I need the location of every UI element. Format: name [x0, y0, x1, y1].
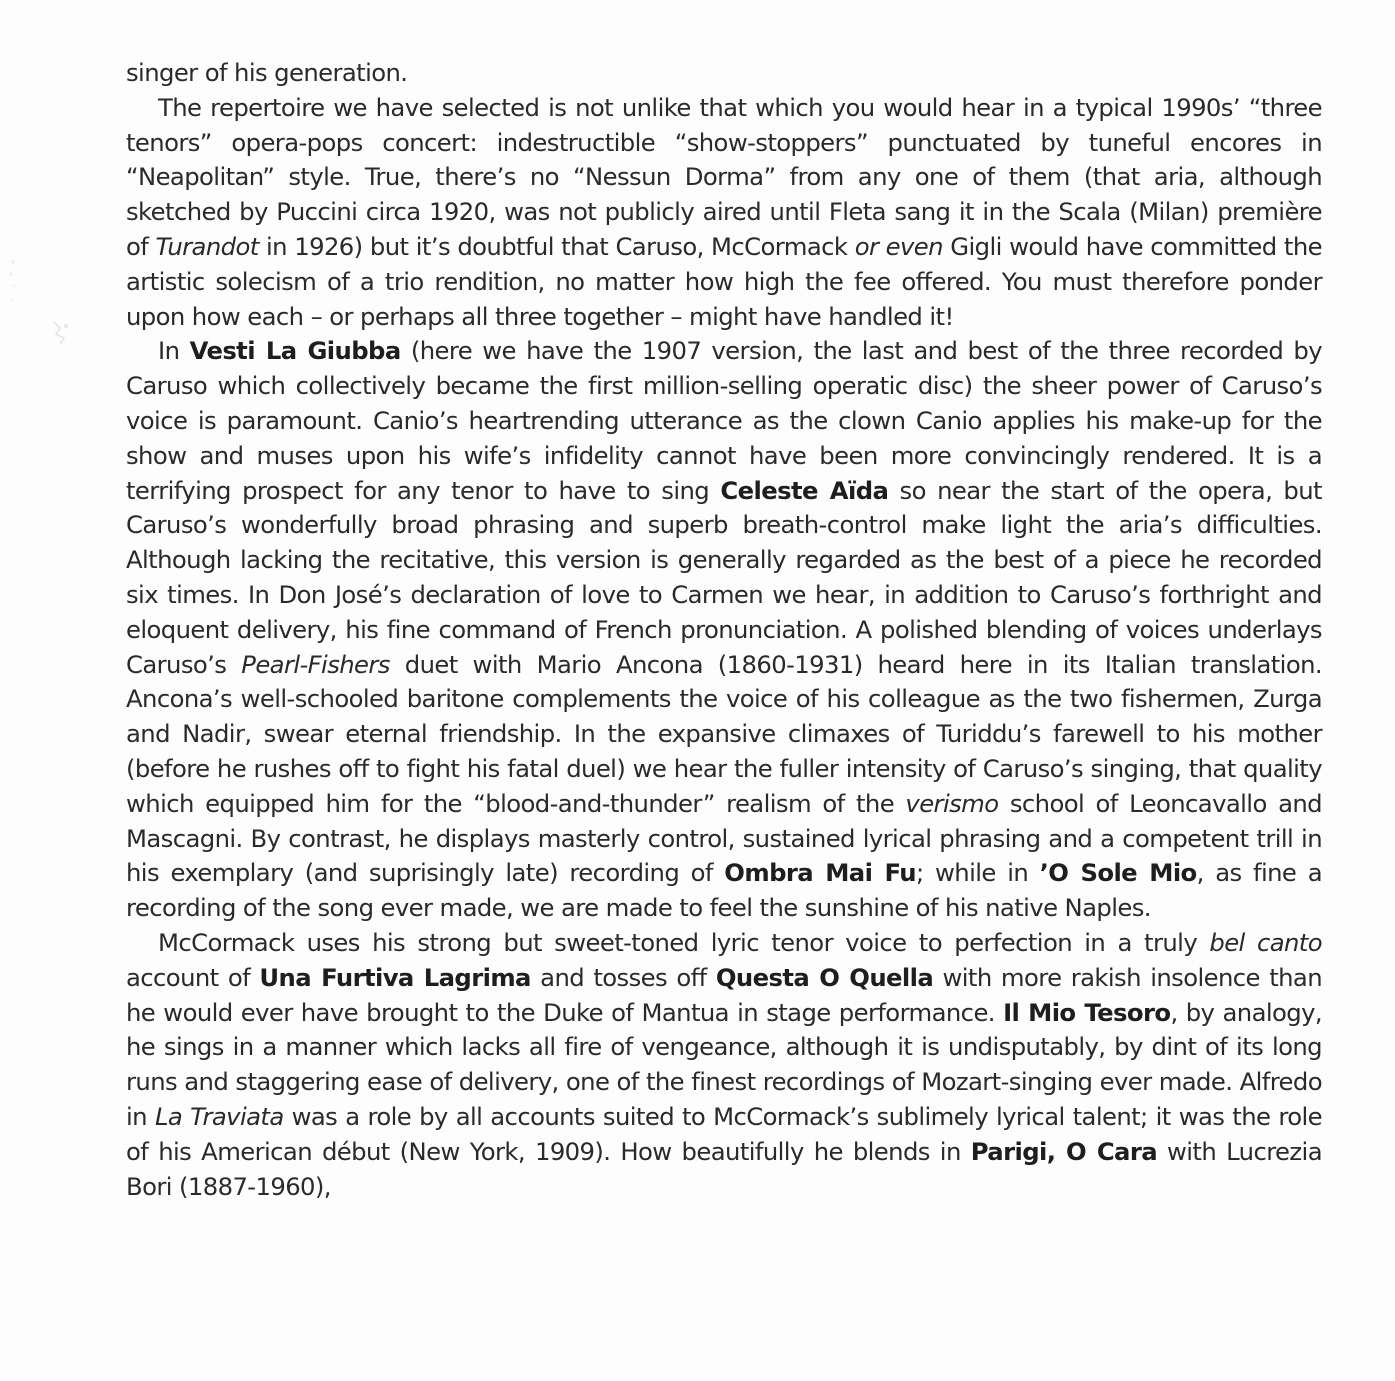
italic-opera-title: La Traviata — [154, 1101, 284, 1131]
scan-smudge-mark — [6, 256, 20, 312]
paragraph-continuation — [126, 56, 1322, 91]
bold-aria-title: Parigi, O Cara — [970, 1136, 1158, 1166]
bold-aria-title: Ombra Mai Fu — [724, 858, 916, 888]
text-run: In — [158, 336, 190, 366]
scan-dust-mark — [50, 318, 72, 346]
text-run: school of Leoncavallo and Mascagni. By contrast, he displays masterly control, sustained lyrical phrasing and a competent trill in his exemplary (and suprisingly late) recording of — [126, 788, 1322, 888]
paragraph-mccormack — [126, 926, 1322, 1204]
text-run: , by analogy, he sings in a manner which lacks all fire of vengeance, although it is undisputably, by dint of its long runs and staggering ease of delivery, one of the finest recordings of Mozart-singing ever made. Alfredo in — [126, 997, 1323, 1131]
liner-notes-text — [126, 56, 1322, 1204]
text-run: Gigli would have committed the artistic solecism of a trio rendition, no matter how high the fee offered. You must therefore ponder upon how each – or perhaps all three together – might have handled it! — [126, 231, 1322, 331]
text-run: with more rakish insolence than he would ever have brought to the Duke of Mantua in stage performance. — [126, 962, 1323, 1027]
bold-aria-title: Questa O Quella — [715, 962, 934, 992]
bold-aria-title: Celeste Aïda — [720, 475, 889, 505]
bold-aria-title: Vesti La Giubba — [189, 336, 401, 366]
text-run: with Lucrezia Bori (1887-1960), — [126, 1136, 1322, 1201]
text-run: account of — [126, 962, 260, 992]
italic-term: bel canto — [1209, 927, 1323, 957]
italic-opera-title: Turandot — [155, 231, 259, 261]
text-run: (here we have the 1907 version, the last and best of the three recorded by Caruso which collectively became the first million-selling operatic disc) the sheer power of Caruso’s voice is paramount. Canio’s heartrending utterance as the clown Canio applies his make-up for the show and muses upon his wife’s infidelity cannot have been more convincingly rendered. It is a terrifying prospect for any tenor to have to sing — [126, 336, 1322, 505]
bold-aria-title: Il Mio Tesoro — [1003, 997, 1171, 1027]
text-run: and tosses off — [530, 962, 716, 992]
text-run: singer of his generation. — [126, 58, 408, 87]
text-run: , as fine a recording of the song ever made, we are made to feel the sunshine of his native Naples. — [126, 858, 1322, 923]
italic-opera-title: Pearl-Fishers — [241, 649, 390, 679]
text-run: was a role by all accounts suited to McCormack’s sublimely lyrical talent; it was the role of his American début (New York, 1909). How beautifully he blends in — [126, 1101, 1322, 1166]
text-run: The repertoire we have selected is not unlike that which you would hear in a typical 1990s’ “three tenors” opera-pops concert: indestructible “show-stoppers” punctuated by tuneful encores in “Neapolitan” style. True, there’s no “Nessun Dorma” from any one of them (that aria, although sketched by Puccini circa 1920, was not publicly aired until Fleta sang it in the Scala (Milan) première of — [126, 92, 1322, 261]
text-run: McCormack uses his strong but sweet-toned lyric tenor voice to perfection in a truly — [158, 927, 1210, 957]
text-run: ; while in — [916, 858, 1040, 888]
paragraph-caruso — [126, 334, 1322, 926]
bold-aria-title: Una Furtiva Lagrima — [259, 962, 531, 992]
paragraph-repertoire — [126, 91, 1322, 335]
text-run: so near the start of the opera, but Caruso’s wonderfully broad phrasing and superb breath-control make light the aria’s difficulties. Although lacking the recitative, this version is generally regarded as the best of a piece he recorded six times. In Don José’s declaration of love to Carmen we hear, in addition to Caruso’s forthright and eloquent delivery, his fine command of French pronunciation. A polished blending of voices underlays Caruso’s — [126, 475, 1322, 679]
italic-term: verismo — [905, 788, 999, 818]
text-run: duet with Mario Ancona (1860-1931) heard here in its Italian translation. Ancona’s well-schooled baritone complements the voice of his colleague as the two fishermen, Zurga and Nadir, swear eternal friendship. In the expansive climaxes of Turiddu’s farewell to his mother (before he rushes off to fight his fatal duel) we hear the fuller intensity of Caruso’s singing, that quality which equipped him for the “blood-and-thunder” realism of the — [126, 649, 1323, 818]
text-run: in 1926) but it’s doubtful that Caruso, McCormack — [258, 231, 855, 261]
bold-aria-title: ’O Sole Mio — [1039, 858, 1197, 888]
italic-phrase: or even — [854, 231, 943, 261]
